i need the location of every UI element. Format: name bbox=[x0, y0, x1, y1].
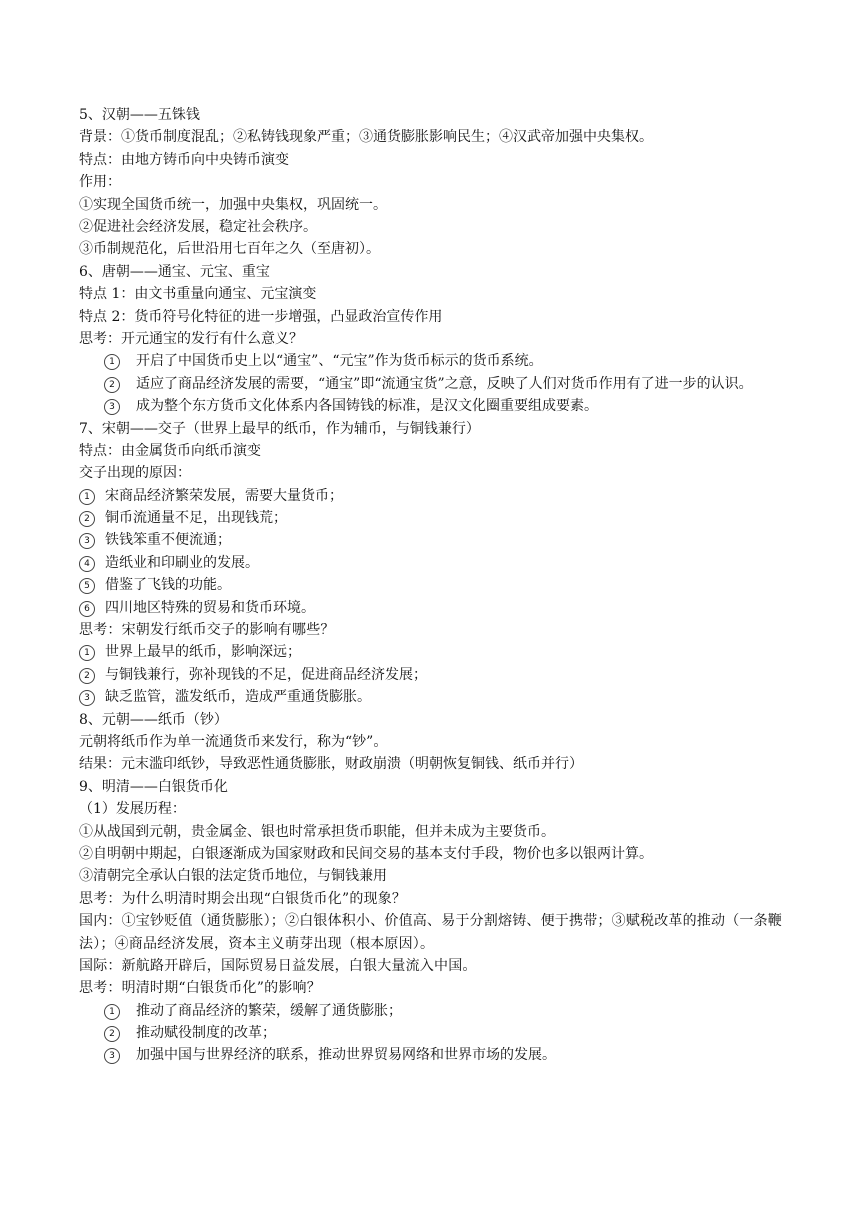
circled-number: 3 bbox=[104, 399, 120, 415]
list-item bbox=[79, 529, 799, 551]
song-reason-list bbox=[79, 485, 799, 619]
han-heading: 5、汉朝——五铢钱 bbox=[79, 107, 200, 123]
list-item bbox=[79, 686, 799, 708]
circled-number: 1 bbox=[79, 489, 95, 505]
han-effect-1: ①实现全国货币统一，加强中央集权，巩固统一。 bbox=[79, 196, 387, 213]
song-feature: 特点：由金属货币向纸币演变 bbox=[79, 442, 261, 459]
han-feature: 特点：由地方铸币向中央铸币演变 bbox=[79, 151, 289, 168]
ming-effect-list bbox=[79, 1000, 799, 1067]
list-item bbox=[104, 373, 799, 395]
song-heading: 7、宋朝——交子（世界上最早的纸币，作为辅币，与铜钱兼行） bbox=[79, 420, 480, 437]
circled-number: 1 bbox=[104, 354, 120, 370]
ming-question-2: 思考：明清时期“白银货币化”的影响？ bbox=[79, 980, 321, 997]
list-item-text: 成为整个东方货币文化体系内各国铸钱的标准，是汉文化圈重要组成要素。 bbox=[136, 398, 598, 415]
list-item-text: 铁钱笨重不便流通； bbox=[105, 532, 231, 549]
circled-number: 4 bbox=[79, 556, 95, 572]
circled-number: 1 bbox=[79, 645, 95, 661]
list-item-text: 四川地区特殊的贸易和货币环境。 bbox=[105, 599, 315, 616]
list-item bbox=[79, 507, 799, 529]
list-item bbox=[79, 552, 799, 574]
list-item-text: 加强中国与世界经济的联系，推动世界贸易网络和世界市场的发展。 bbox=[136, 1047, 556, 1064]
song-question: 思考：宋朝发行纸币交子的影响有哪些？ bbox=[79, 622, 335, 639]
list-item-text: 宋商品经济繁荣发展，需要大量货币； bbox=[105, 487, 343, 504]
circled-number: 6 bbox=[79, 601, 95, 617]
circled-number: 2 bbox=[79, 668, 95, 684]
list-item-text: 借鉴了飞钱的功能。 bbox=[105, 577, 231, 594]
tang-feature-1: 特点 1：由文书重量向通宝、元宝演变 bbox=[79, 286, 317, 303]
tang-feature-2: 特点 2：货币符号化特征的进一步增强，凸显政治宣传作用 bbox=[79, 308, 443, 325]
circled-number: 3 bbox=[104, 1048, 120, 1064]
ming-history-3: ③清朝完全承认白银的法定货币地位，与铜钱兼用 bbox=[79, 868, 387, 885]
list-item-text: 开启了中国货币史上以“通宝”、“元宝”作为货币标示的货币系统。 bbox=[136, 353, 543, 370]
ming-question-1: 思考：为什么明清时期会出现“白银货币化”的现象？ bbox=[79, 890, 407, 907]
circled-number: 2 bbox=[104, 1026, 120, 1042]
list-item bbox=[79, 664, 799, 686]
yuan-description: 元朝将纸币作为单一流通货币来发行，称为“钞”。 bbox=[79, 733, 388, 750]
ming-history-2: ②自明朝中期起，白银逐渐成为国家财政和民间交易的基本支付手段，物价也多以银两计算。 bbox=[79, 845, 653, 862]
list-item-text: 造纸业和印刷业的发展。 bbox=[105, 554, 259, 571]
list-item bbox=[79, 641, 799, 663]
yuan-result: 结果：元末滥印纸钞，导致恶性通货膨胀，财政崩溃（明朝恢复铜钱、纸币并行） bbox=[79, 756, 583, 773]
list-item-text: 世界上最早的纸币，影响深远； bbox=[105, 644, 301, 661]
list-item-text: 与铜钱兼行，弥补现钱的不足，促进商品经济发展； bbox=[105, 666, 427, 683]
circled-number: 5 bbox=[79, 578, 95, 594]
circled-number: 2 bbox=[104, 377, 120, 393]
circled-number: 1 bbox=[104, 1004, 120, 1020]
circled-number: 3 bbox=[79, 690, 95, 706]
tang-question: 思考：开元通宝的发行有什么意义？ bbox=[79, 330, 303, 347]
list-item bbox=[79, 597, 799, 619]
song-reason-label: 交子出现的原因： bbox=[79, 465, 191, 482]
list-item-text: 适应了商品经济发展的需要，“通宝”即“流通宝货”之意，反映了人们对货币作用有了进一步的认识。 bbox=[136, 375, 753, 392]
ming-history-1: ①从战国到元朝，贵金属金、银也时常承担货币职能，但并未成为主要货币。 bbox=[79, 823, 555, 840]
ming-domestic-reasons: 国内：①宝钞贬值（通货膨胀）；②白银体积小、价值高、易于分割熔铸、便于携带；③赋税改革的推动（一条鞭法）；④商品经济发展，资本主义萌芽出现（根本原因）。 bbox=[79, 913, 782, 952]
list-item-text: 铜币流通量不足，出现钱荒； bbox=[105, 510, 287, 527]
list-item bbox=[104, 1000, 799, 1022]
list-item-text: 推动赋役制度的改革； bbox=[136, 1025, 276, 1042]
list-item bbox=[104, 1044, 799, 1066]
ming-heading: 9、明清——白银货币化 bbox=[79, 778, 228, 795]
song-effect-list bbox=[79, 641, 799, 708]
han-effect-label: 作用： bbox=[79, 174, 121, 191]
tang-answer-list bbox=[79, 350, 799, 417]
ming-history-label: （1）发展历程： bbox=[79, 801, 186, 818]
ming-international-reasons: 国际：新航路开辟后，国际贸易日益发展，白银大量流入中国。 bbox=[79, 957, 477, 974]
list-item bbox=[104, 350, 799, 372]
han-effect-3: ③币制规范化，后世沿用七百年之久（至唐初）。 bbox=[79, 241, 380, 258]
list-item bbox=[79, 574, 799, 596]
list-item-text: 缺乏监管，滥发纸币，造成严重通货膨胀。 bbox=[105, 689, 371, 706]
list-item bbox=[104, 1022, 799, 1044]
yuan-heading: 8、元朝——纸币（钞） bbox=[79, 711, 228, 728]
han-background: 背景：①货币制度混乱；②私铸钱现象严重；③通货膨胀影响民生；④汉武帝加强中央集权。 bbox=[79, 129, 653, 146]
list-item-text: 推动了商品经济的繁荣，缓解了通货膨胀； bbox=[136, 1002, 402, 1019]
list-item bbox=[79, 485, 799, 507]
document-page bbox=[79, 104, 799, 1067]
circled-number: 3 bbox=[79, 533, 95, 549]
han-effect-2: ②促进社会经济发展，稳定社会秩序。 bbox=[79, 218, 317, 235]
list-item bbox=[104, 395, 799, 417]
circled-number: 2 bbox=[79, 511, 95, 527]
tang-heading: 6、唐朝——通宝、元宝、重宝 bbox=[79, 263, 270, 280]
